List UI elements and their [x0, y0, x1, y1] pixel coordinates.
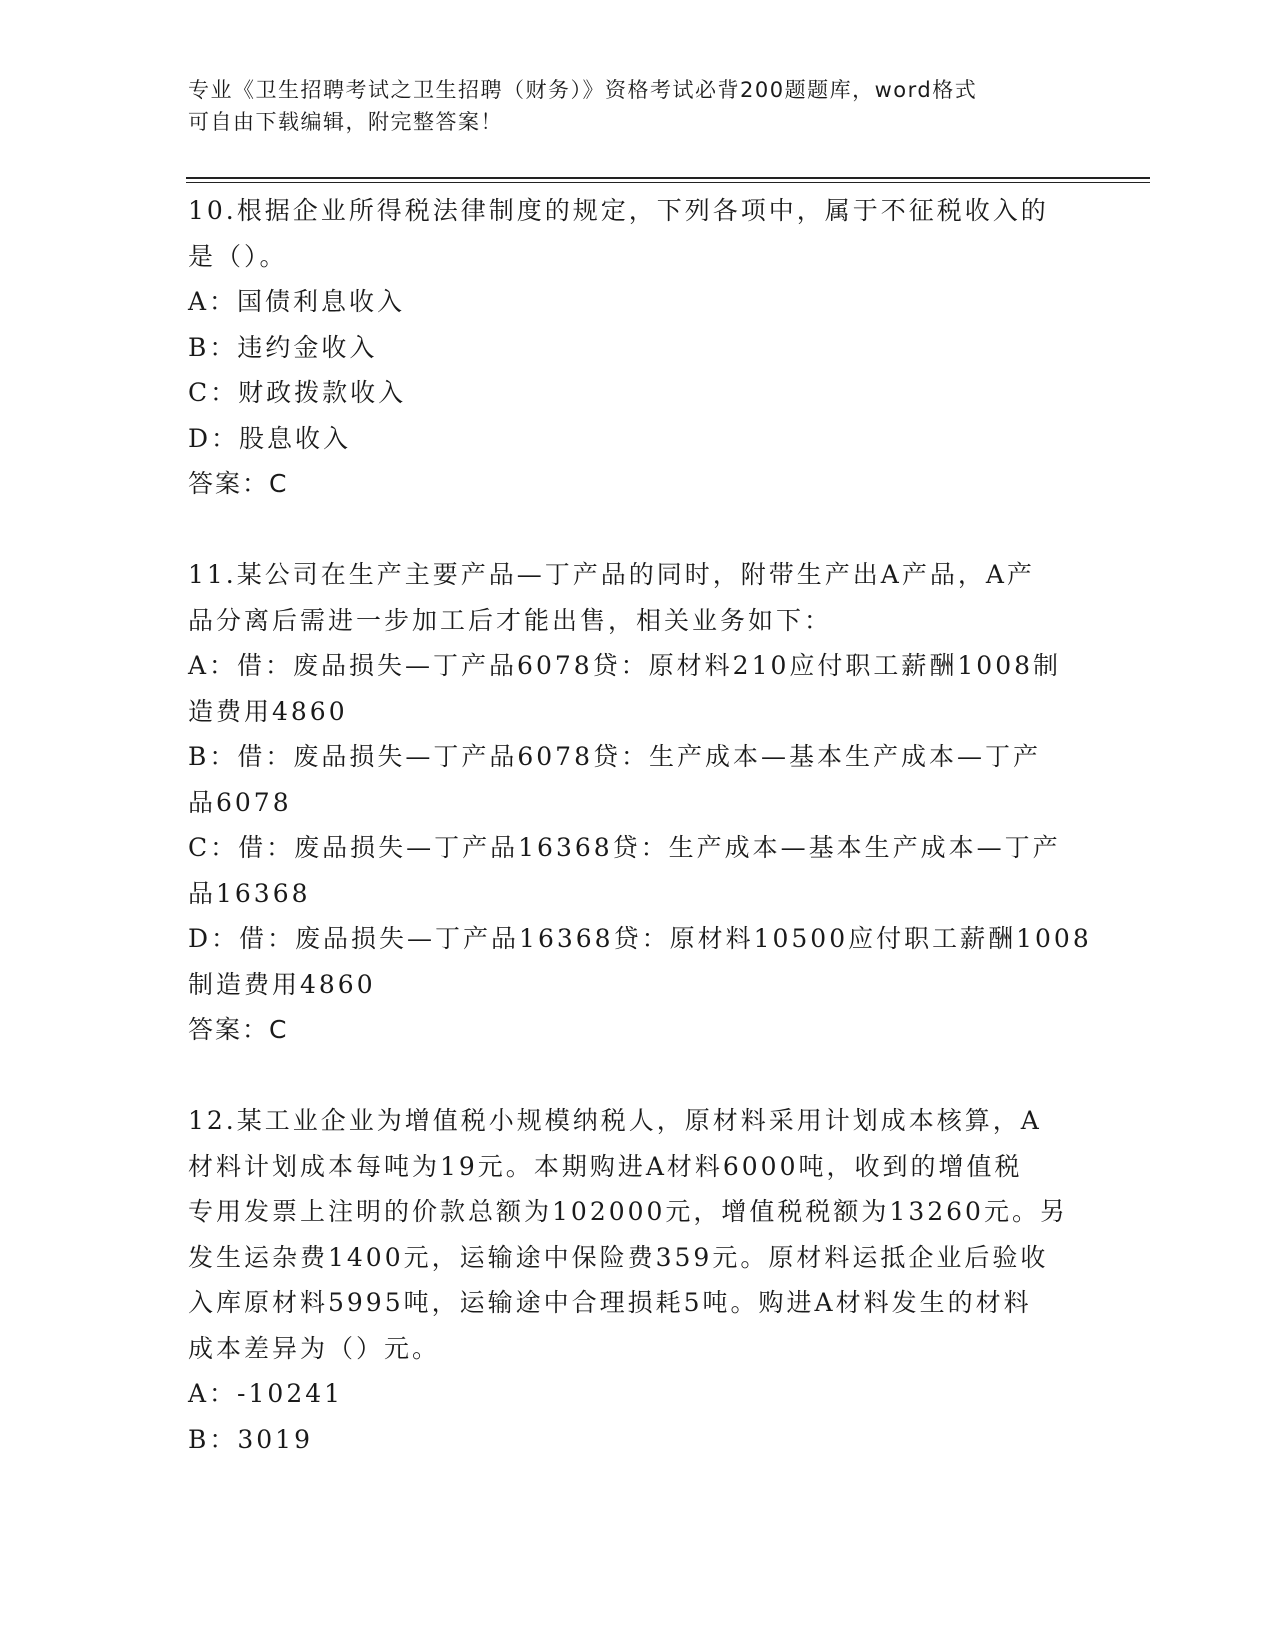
answer-option [188, 279, 1088, 325]
question-block [188, 188, 1088, 507]
question-list [188, 188, 1092, 1462]
header-divider-thin [186, 182, 1150, 183]
question-stem-line: 成本差异为（）元。 [188, 1333, 441, 1363]
question-stem-line: 专用发票上注明的价款总额为102000元，增值税税额为13260元。另 [188, 1197, 1068, 1226]
question-stem-line: 12.某工业企业为增值税小规模纳税人，原材料采用计划成本核算，A [188, 1106, 1042, 1135]
answer-option-line: D：借：废品损失—丁产品16368贷：原材料10500应付职工薪酬1008 [188, 924, 1092, 953]
answer-option [188, 370, 1088, 416]
answer-option-line: A：-10241 [188, 1379, 344, 1408]
answer-option-line: B：违约金收入 [188, 332, 378, 362]
question-stem-line: 材料计划成本每吨为19元。本期购进A材料6000吨，收到的增值税 [188, 1151, 1023, 1181]
answer-option [188, 916, 1092, 1007]
header-line-1: 专业《卫生招聘考试之卫生招聘（财务）》资格考试必背200题题库，word格式 [188, 78, 978, 102]
answer-option-line: D：股息收入 [188, 423, 352, 453]
answer-option-line: B：3019 [188, 1424, 313, 1454]
answer-option-line: B：借：废品损失—丁产品6078贷：生产成本—基本生产成本—丁产 [188, 742, 1041, 771]
answer-option [188, 1371, 1088, 1417]
answer-option [188, 1417, 1088, 1463]
answer-option [188, 734, 1088, 825]
document-header [188, 74, 1068, 138]
question-stem-line: 入库原材料5995吨，运输途中合理损耗5吨。购进A材料发生的材料 [188, 1288, 1032, 1317]
answer-option [188, 325, 1088, 371]
answer-option [188, 416, 1088, 462]
answer-option [188, 643, 1088, 734]
question-stem-line: 10.根据企业所得税法律制度的规定，下列各项中，属于不征税收入的 [188, 196, 1049, 225]
correct-answer: 答案：C [188, 469, 289, 498]
correct-answer: 答案：C [188, 1015, 289, 1044]
question-block [188, 552, 1092, 1053]
answer-option-line: 造费用4860 [188, 696, 348, 726]
header-line-2: 可自由下载编辑，附完整答案！ [188, 110, 503, 134]
answer-option-line: 品16368 [188, 878, 311, 908]
question-stem-line: 11.某公司在生产主要产品—丁产品的同时，附带生产出A产品，A产 [188, 560, 1035, 589]
answer-option-line: A：国债利息收入 [188, 287, 406, 316]
answer-option-line: C：财政拨款收入 [188, 378, 407, 407]
header-divider [186, 177, 1150, 179]
answer-option-line: A：借：废品损失—丁产品6078贷：原材料210应付职工薪酬1008制 [188, 651, 1062, 680]
answer-option-line: C：借：废品损失—丁产品16368贷：生产成本—基本生产成本—丁产 [188, 833, 1061, 862]
question-block [188, 1098, 1088, 1462]
answer-option-line: 品6078 [188, 787, 292, 817]
question-stem-line: 品分离后需进一步加工后才能出售，相关业务如下： [188, 605, 833, 635]
answer-option-line: 制造费用4860 [188, 969, 376, 999]
answer-option [188, 825, 1088, 916]
question-stem-line: 发生运杂费1400元，运输途中保险费359元。原材料运抵企业后验收 [188, 1242, 1049, 1272]
question-stem-line: 是（）。 [188, 241, 288, 271]
